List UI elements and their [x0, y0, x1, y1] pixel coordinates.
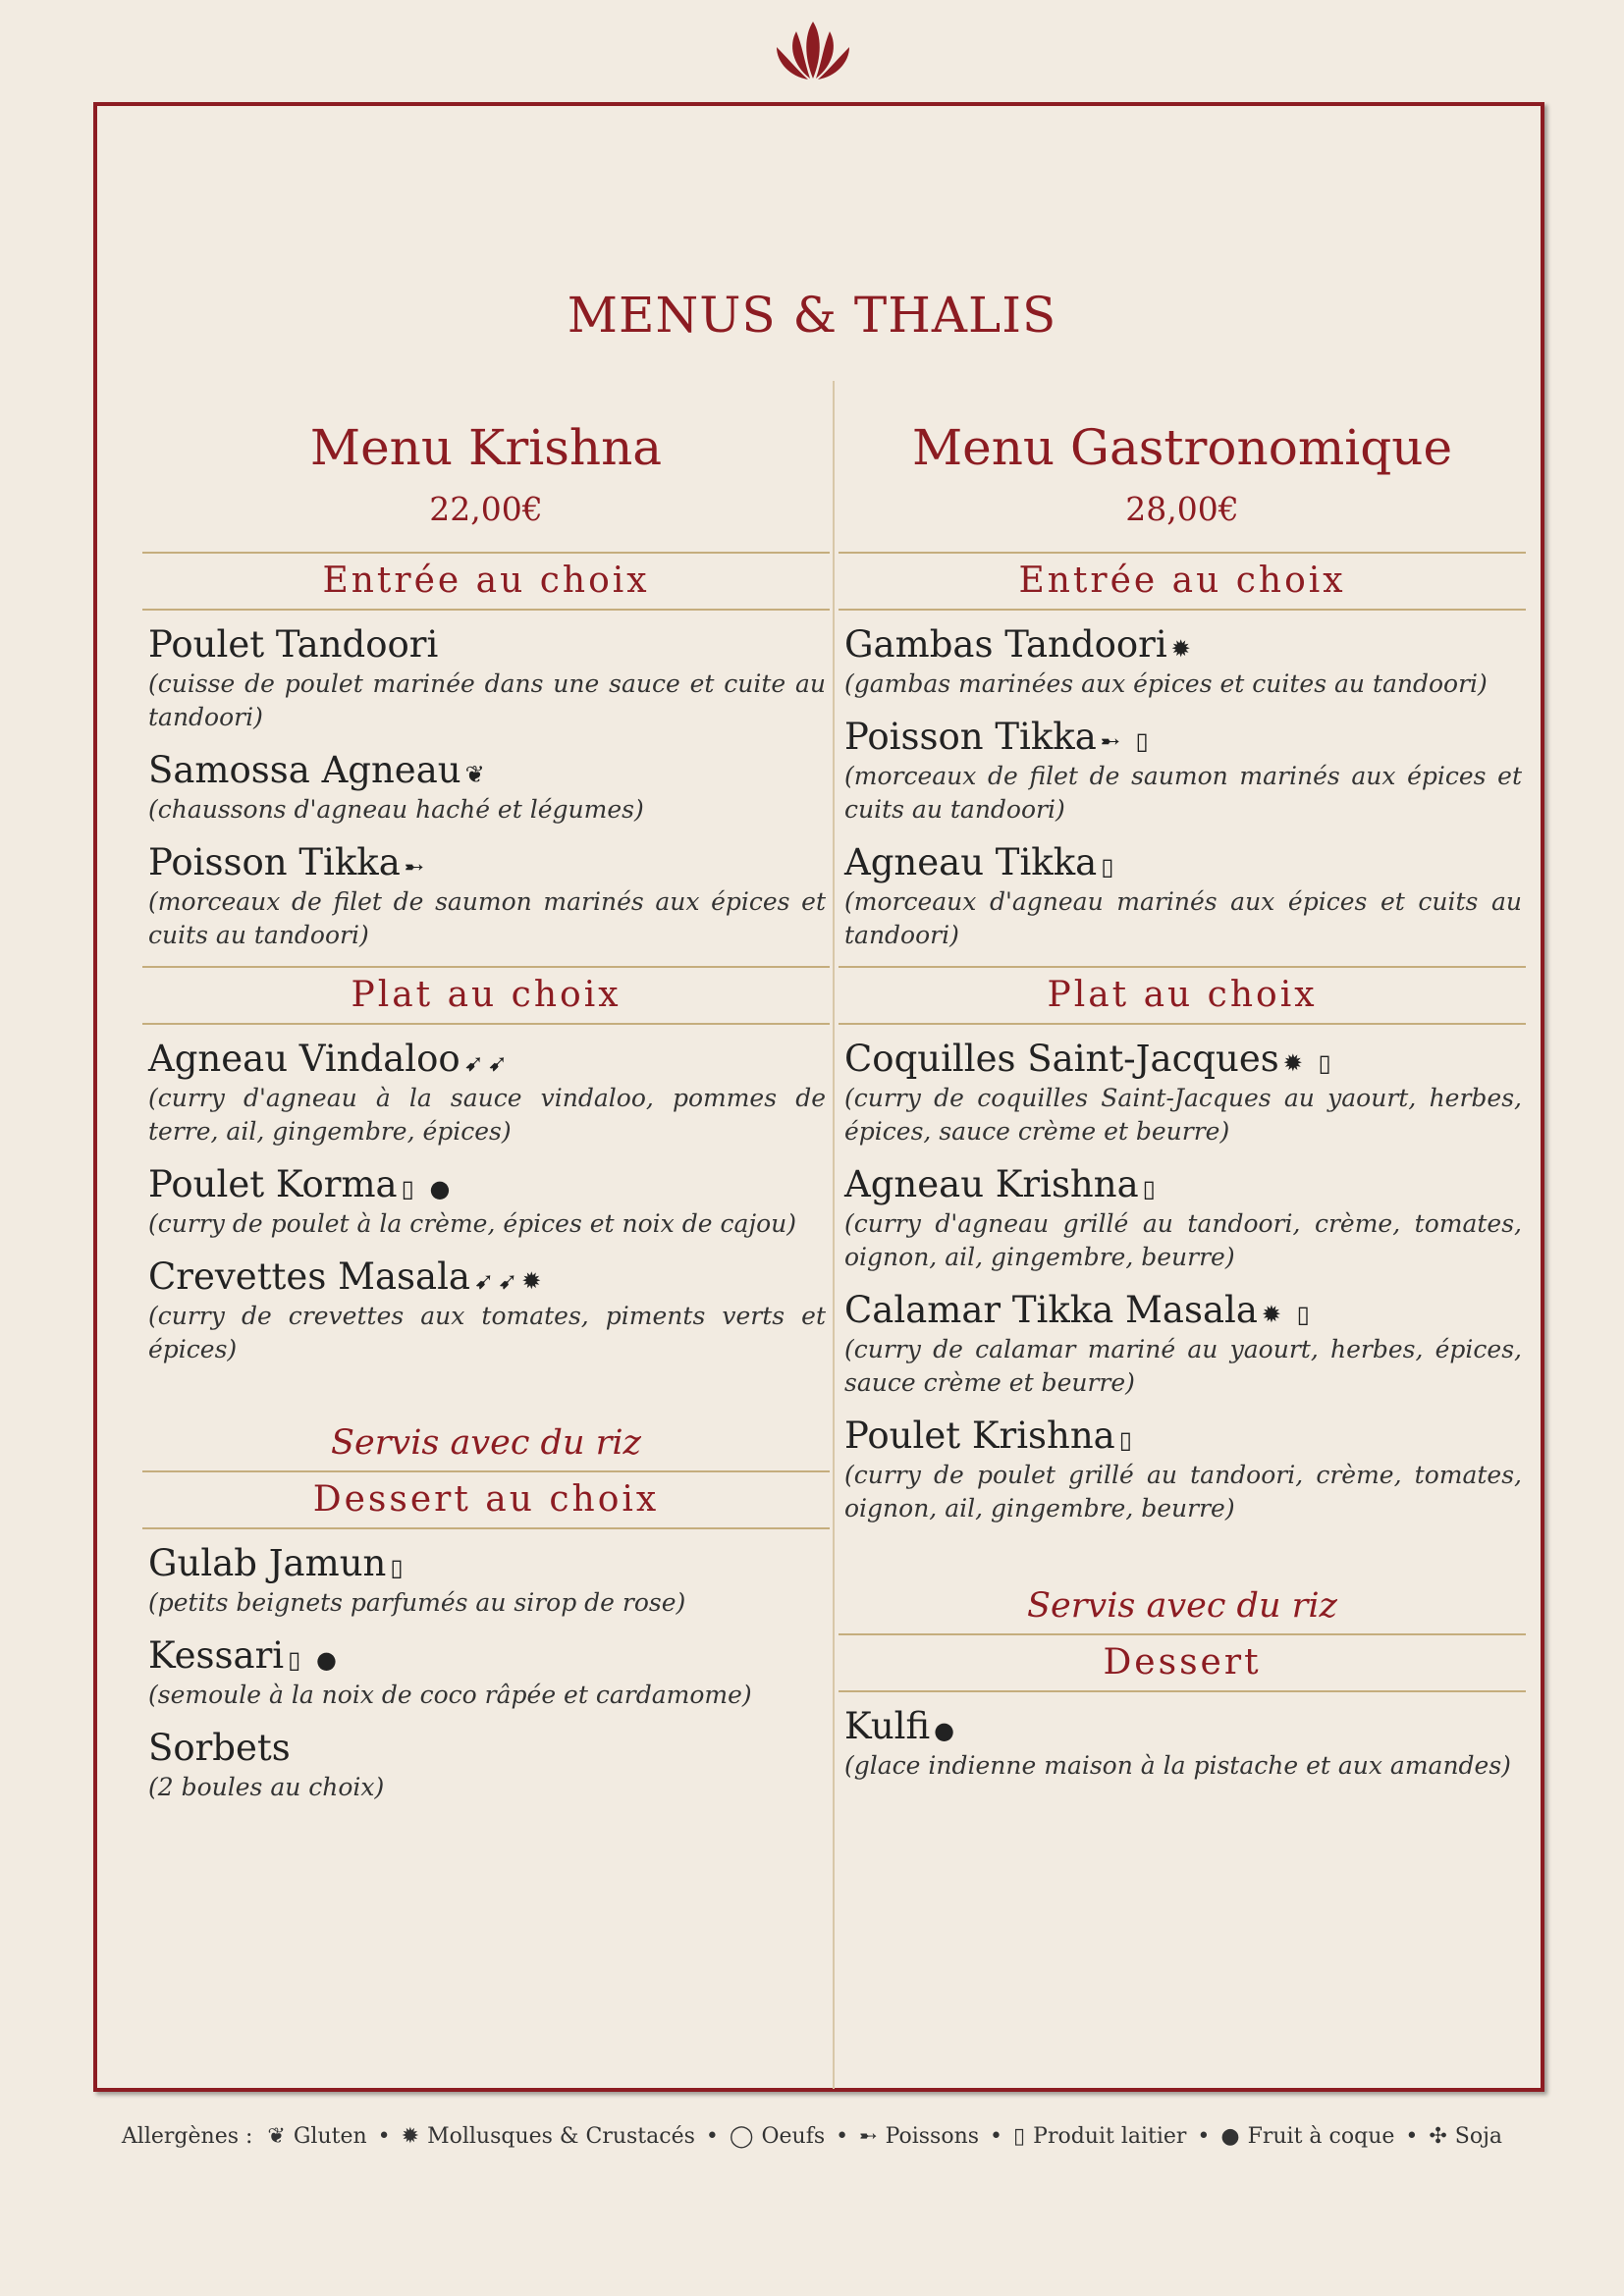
menu-column-gastronomique	[839, 412, 1526, 1796]
section-header-entree: Entrée au choix	[839, 552, 1526, 611]
section-header-plat: Plat au choix	[839, 966, 1526, 1025]
served-with-rice-note: Servis avec du riz	[1027, 1586, 1337, 1626]
menu-name: Menu Gastronomique	[911, 419, 1453, 476]
allergen-legend: Allergènes : ❦ Gluten • ✹ Mollusques & Crustacés • ◯ Oeufs • ➸ Poissons • ▯ Produit laitier • ● Fruit à coque • ✣ Soja	[121, 2124, 1503, 2149]
menu-item	[844, 622, 1526, 701]
nut-icon: ●	[1220, 2124, 1240, 2149]
item-description: (glace indienne maison à la pistache et aux amandes)	[844, 1751, 1511, 1780]
menu-item	[148, 1541, 830, 1620]
menu-item	[148, 622, 830, 734]
item-description: (morceaux de filet de saumon marinés aux épices et cuits au tandoori)	[148, 887, 826, 949]
chili-crustacean-icon: ➹➹✹	[473, 1267, 546, 1295]
section-header-dessert: Dessert	[839, 1633, 1526, 1692]
item-name: Agneau Tikka	[844, 841, 1098, 883]
menu-item	[844, 840, 1526, 952]
item-description: (curry d'agneau à la sauce vindaloo, pommes de terre, ail, gingembre, épices)	[148, 1084, 826, 1146]
menu-price: 22,00€	[429, 490, 543, 528]
item-name: Agneau Krishna	[844, 1163, 1139, 1205]
lotus-logo-icon	[767, 18, 859, 82]
item-description: (cuisse de poulet marinée dans une sauce et cuite au tandoori)	[148, 669, 826, 731]
crustacean-dairy-icon: ✹ ▯	[1282, 1049, 1335, 1077]
menu-item	[148, 1162, 830, 1241]
menu-item	[148, 1255, 830, 1366]
item-name: Poulet Krishna	[844, 1415, 1115, 1457]
column-divider	[833, 381, 835, 2089]
item-description: (chaussons d'agneau haché et légumes)	[148, 795, 644, 824]
menu-item	[148, 840, 830, 952]
legend-label: Allergènes :	[121, 2124, 253, 2149]
item-name: Coquilles Saint-Jacques	[844, 1038, 1279, 1080]
gluten-icon: ❦	[267, 2124, 286, 2149]
dairy-icon: ▯	[1013, 2124, 1026, 2149]
fish-dairy-icon: ➸ ▯	[1100, 727, 1153, 755]
menu-item	[148, 1037, 830, 1148]
menu-item	[844, 1704, 1526, 1783]
item-description: (curry de coquilles Saint-Jacques au yaourt, herbes, épices, sauce crème et beurre)	[844, 1084, 1522, 1146]
soy-icon: ✣	[1429, 2124, 1447, 2149]
item-description: (curry de calamar mariné au yaourt, herbes, épices, sauce crème et beurre)	[844, 1335, 1522, 1397]
item-description: (curry de poulet à la crème, épices et noix de cajou)	[148, 1209, 797, 1238]
item-name: Calamar Tikka Masala	[844, 1289, 1258, 1331]
legend-item-label: Oeufs	[761, 2124, 826, 2149]
menu-item	[148, 1633, 830, 1712]
item-description: (gambas marinées aux épices et cuites au tandoori)	[844, 669, 1488, 698]
fish-icon: ➸	[859, 2124, 878, 2149]
item-name: Kessari	[148, 1634, 285, 1677]
item-description: (curry de crevettes aux tomates, piments verts et épices)	[148, 1302, 826, 1363]
item-name: Poulet Tandoori	[148, 623, 439, 666]
item-description: (semoule à la noix de coco râpée et cardamome)	[148, 1681, 752, 1709]
dairy-icon: ▯	[1118, 1426, 1136, 1454]
legend-item-label: Poissons	[885, 2124, 980, 2149]
item-name: Gulab Jamun	[148, 1542, 387, 1584]
dairy-nut-icon: ▯ ●	[401, 1175, 455, 1202]
item-name: Agneau Vindaloo	[148, 1038, 460, 1080]
item-name: Gambas Tandoori	[844, 623, 1167, 666]
menu-item	[844, 715, 1526, 827]
menu-column-krishna	[142, 412, 830, 1818]
legend-item-label: Soja	[1454, 2124, 1503, 2149]
section-header-entree: Entrée au choix	[142, 552, 830, 611]
item-description: (petits beignets parfumés au sirop de rose)	[148, 1588, 686, 1617]
menu-item	[844, 1037, 1526, 1148]
menu-item	[844, 1162, 1526, 1274]
legend-item-label: Fruit à coque	[1247, 2124, 1395, 2149]
crustacean-icon: ✹	[401, 2124, 420, 2149]
item-description: (2 boules au choix)	[148, 1773, 385, 1801]
item-description: (morceaux de filet de saumon marinés aux épices et cuits au tandoori)	[844, 762, 1522, 824]
menu-price: 28,00€	[1125, 490, 1239, 528]
nut-icon: ●	[934, 1717, 959, 1744]
item-name: Crevettes Masala	[148, 1255, 470, 1298]
legend-item-label: Mollusques & Crustacés	[427, 2124, 695, 2149]
fish-icon: ➸	[404, 853, 428, 881]
crustacean-icon: ✹	[1170, 635, 1195, 663]
section-header-plat: Plat au choix	[142, 966, 830, 1025]
dairy-icon: ▯	[390, 1554, 407, 1581]
gluten-icon: ❦	[464, 761, 489, 788]
item-description: (curry de poulet grillé au tandoori, crème, tomates, oignon, ail, gingembre, beurre)	[844, 1461, 1522, 1522]
section-header-dessert: Dessert au choix	[142, 1470, 830, 1529]
menu-name: Menu Krishna	[309, 419, 663, 476]
item-name: Poisson Tikka	[844, 716, 1097, 758]
crustacean-dairy-icon: ✹ ▯	[1261, 1301, 1314, 1328]
legend-item-label: Produit laitier	[1033, 2124, 1187, 2149]
chili-icon: ➹➹	[463, 1049, 512, 1077]
page-title: MENUS & THALIS	[567, 287, 1057, 344]
item-description: (curry d'agneau grillé au tandoori, crème, tomates, oignon, ail, gingembre, beurre)	[844, 1209, 1522, 1271]
item-description: (morceaux d'agneau marinés aux épices et cuits au tandoori)	[844, 887, 1522, 949]
menu-item	[844, 1414, 1526, 1525]
dairy-nut-icon: ▯ ●	[288, 1646, 341, 1674]
item-name: Samossa Agneau	[148, 749, 461, 791]
item-name: Sorbets	[148, 1727, 291, 1769]
menu-item	[148, 748, 830, 827]
dairy-icon: ▯	[1101, 853, 1118, 881]
menu-item	[844, 1288, 1526, 1400]
dairy-icon: ▯	[1142, 1175, 1160, 1202]
item-name: Poisson Tikka	[148, 841, 401, 883]
legend-item-label: Gluten	[293, 2124, 367, 2149]
item-name: Poulet Korma	[148, 1163, 398, 1205]
served-with-rice-note: Servis avec du riz	[331, 1423, 641, 1463]
item-name: Kulfi	[844, 1705, 931, 1747]
menu-item	[148, 1726, 830, 1804]
egg-icon: ◯	[729, 2124, 754, 2149]
